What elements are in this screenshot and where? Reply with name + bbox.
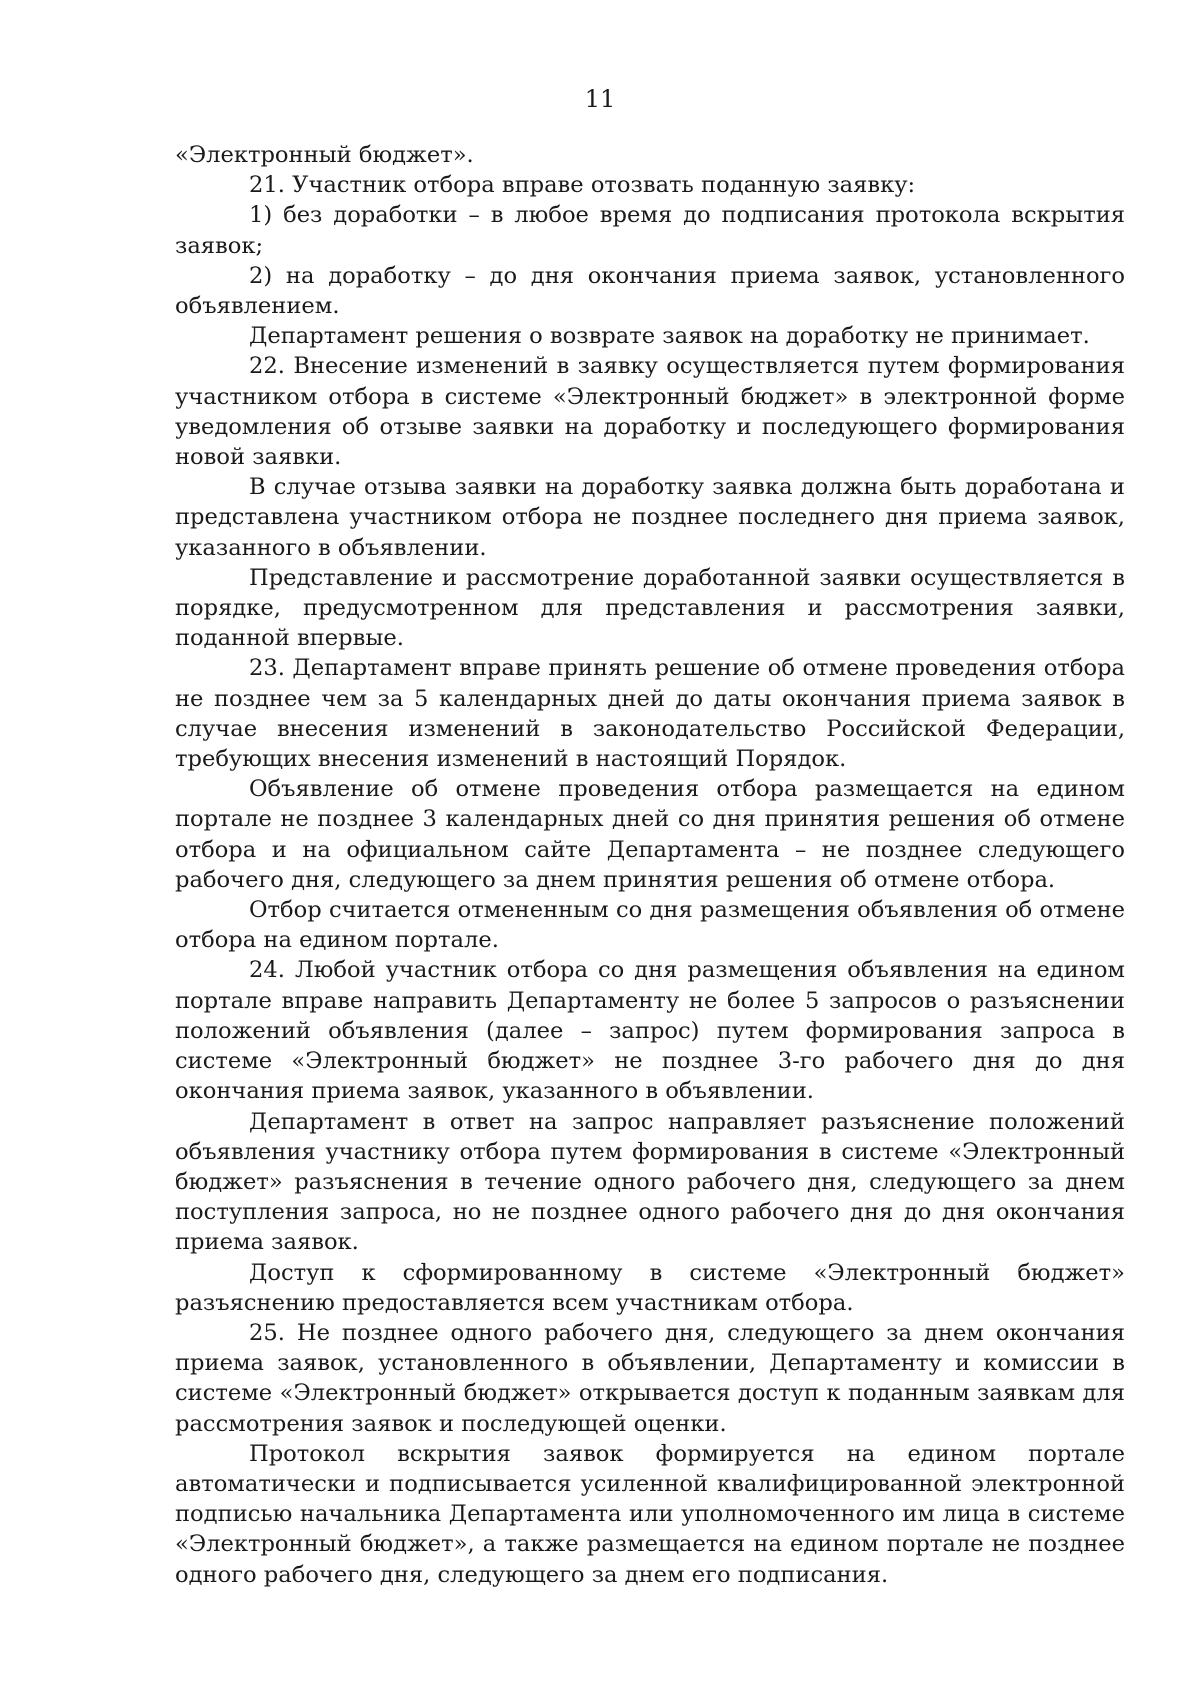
paragraph: Представление и рассмотрение доработанной заявки осуществляется в порядке, предусмотренном для представления и рассмотрения заявки, поданной впервые. <box>175 564 1125 652</box>
page-number: 11 <box>584 85 616 113</box>
paragraph: Доступ к сформированному в системе «Электронный бюджет» разъяснению предоставляется всем участникам отбора. <box>175 1259 1125 1316</box>
document-body <box>175 140 1125 1590</box>
paragraph: Департамент решения о возврате заявок на доработку не принимает. <box>249 323 1090 350</box>
paragraph: Отбор считается отмененным со дня размещения объявления об отмене отбора на едином портале. <box>175 897 1125 954</box>
paragraph-item-21: 21. Участник отбора вправе отозвать поданную заявку: <box>249 172 916 199</box>
paragraph: В случае отзыва заявки на доработку заявка должна быть доработана и представлена участником отбора не позднее последнего дня приема заявок, указанного в объявлении. <box>175 474 1125 561</box>
paragraph-item-24: 24. Любой участник отбора со дня размещения объявления на едином портале вправе направить Департаменту не более 5 запросов о разъяснении положений объявления (далее – запрос) путем формирования запроса в системе «Электронный бюджет» не позднее 3-го рабочего дня до дня окончания приема заявок, указанного в объявлении. <box>175 957 1125 1105</box>
paragraph-item-23: 23. Департамент вправе принять решение об отмене проведения отбора не позднее чем за 5 календарных дней до даты окончания приема заявок в случае внесения изменений в законодательство Российской Федерации, требующих внесения изменений в настоящий Порядок. <box>175 655 1125 773</box>
paragraph: Протокол вскрытия заявок формируется на едином портале автоматически и подписывается усиленной квалифицированной электронной подписью начальника Департамента или уполномоченного им лица в системе «Электронный бюджет», а также размещается на едином портале не позднее одного рабочего дня, следующего за днем его подписания. <box>175 1440 1125 1588</box>
paragraph: Объявление об отмене проведения отбора размещается на едином портале не позднее 3 календарных дней со дня принятия решения об отмене отбора и на официальном сайте Департамента – не позднее следующего рабочего дня, следующего за днем принятия решения об отмене отбора. <box>175 776 1125 893</box>
paragraph-continuation: «Электронный бюджет». <box>175 142 474 168</box>
paragraph: Департамент в ответ на запрос направляет разъяснение положений объявления участнику отбора путем формирования в системе «Электронный бюджет» разъяснения в течение одного рабочего дня, следующего за днем поступления запроса, но не позднее одного рабочего дня до дня окончания приема заявок. <box>175 1108 1125 1256</box>
paragraph-subitem-2: 2) на доработку – до дня окончания приема заявок, установленного объявлением. <box>175 262 1125 320</box>
paragraph-subitem-1: 1) без доработки – в любое время до подписания протокола вскрытия заявок; <box>175 202 1125 259</box>
paragraph-item-25: 25. Не позднее одного рабочего дня, следующего за днем окончания приема заявок, установленного в объявлении, Департаменту и комиссии в системе «Электронный бюджет» открывается доступ к поданным заявкам для рассмотрения заявок и последующей оценки. <box>175 1319 1125 1437</box>
paragraph-item-22: 22. Внесение изменений в заявку осуществляется путем формирования участником отбора в системе «Электронный бюджет» в электронной форме уведомления об отзыве заявки на доработку и последующего формирования новой заявки. <box>175 353 1125 471</box>
